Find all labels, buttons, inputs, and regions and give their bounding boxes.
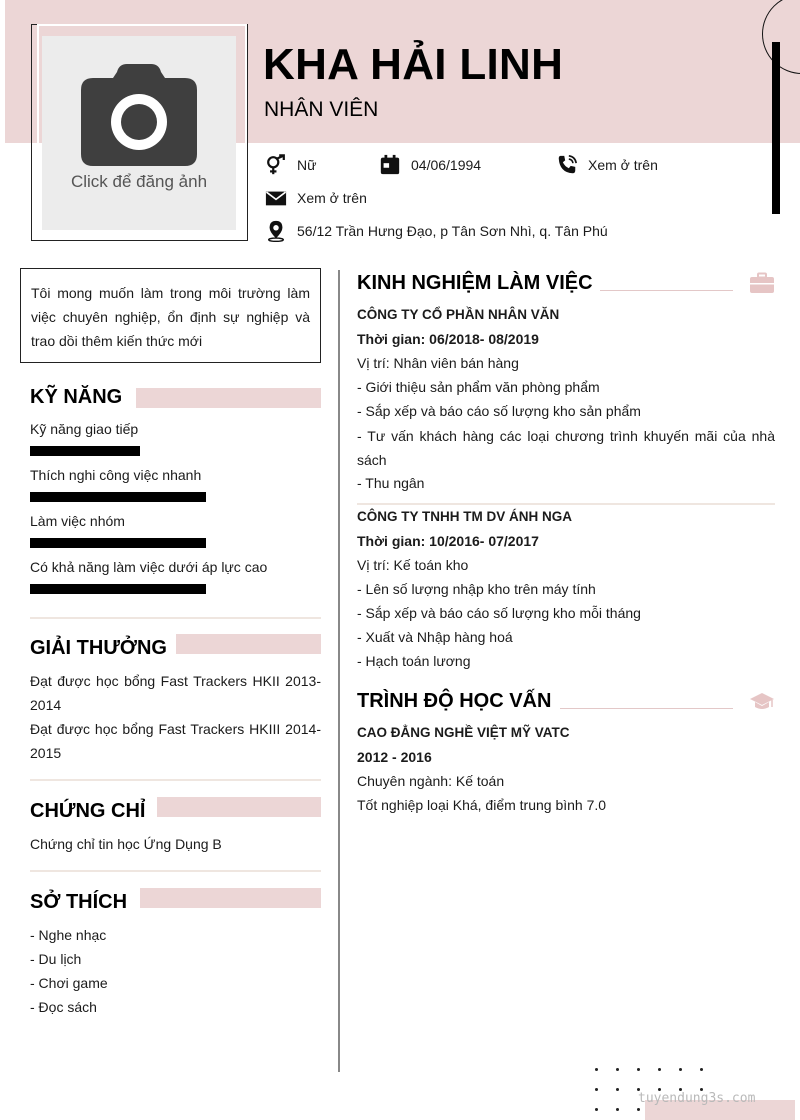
email-value: Xem ở trên: [297, 190, 367, 206]
birthdate-info: [379, 154, 481, 176]
skills-title: KỸ NĂNG: [30, 386, 123, 408]
certificate-item: Chứng chỉ tin học Ứng Dụng B: [30, 836, 222, 852]
skill-bar: [30, 492, 206, 502]
hobby-item: - Chơi game: [30, 975, 108, 991]
skill-bar: [30, 446, 206, 456]
job-task: - Thu ngân: [357, 475, 425, 491]
job-task: - Lên số lượng nhập kho trên máy tính: [357, 581, 596, 597]
calendar-icon: [379, 154, 401, 176]
photo-caption[interactable]: Click để đăng ảnh: [70, 172, 208, 191]
camera-icon[interactable]: [81, 64, 197, 166]
gender-icon: [265, 154, 287, 176]
job-company: CÔNG TY TNHH TM DV ÁNH NGA: [357, 509, 572, 524]
skill-bar-fill: [30, 584, 206, 594]
hobbies-title: SỞ THÍCH: [30, 891, 128, 913]
mail-icon: [265, 187, 287, 209]
map-pin-icon: [265, 220, 287, 242]
job-task: - Tư vấn khách hàng các loại chương trình khuyến mãi của nhà sách: [357, 428, 775, 468]
gender-info: [265, 154, 316, 176]
job-task: - Sắp xếp và báo cáo số lượng kho sản phẩm: [357, 403, 641, 419]
section-divider: [30, 617, 321, 619]
experience-title-line: [600, 290, 733, 291]
briefcase-icon: [749, 272, 775, 294]
skills-title-bar: [136, 388, 321, 408]
school-name: CAO ĐẲNG NGHỀ VIỆT MỸ VATC: [357, 725, 570, 740]
awards-title: GIẢI THƯỞNG: [30, 637, 167, 659]
phone-value: Xem ở trên: [588, 157, 658, 173]
address-value: 56/12 Trần Hưng Đạo, p Tân Sơn Nhì, q. Tân Phú: [297, 223, 608, 239]
school-major: Chuyên ngành: Kế toán: [357, 773, 505, 789]
award-item: Đạt được học bổng Fast Trackers HKIII 2014-2015: [30, 721, 321, 761]
email-info: [265, 187, 367, 209]
job-task: - Hạch toán lương: [357, 653, 471, 669]
skill-bar-fill: [30, 446, 140, 456]
education-title: TRÌNH ĐỘ HỌC VẤN: [357, 690, 552, 712]
job-period: Thời gian: 06/2018- 08/2019: [357, 331, 539, 347]
career-objective: Tôi mong muốn làm trong môi trường làm việc chuyên nghiệp, ổn định sự nghiệp và trao dồi thêm kiến thức mới: [20, 268, 321, 363]
hobbies-title-bar: [140, 888, 321, 908]
job-task: - Sắp xếp và báo cáo số lượng kho mỗi tháng: [357, 605, 641, 621]
skill-label: Kỹ năng giao tiếp: [30, 421, 139, 437]
award-item: Đạt được học bổng Fast Trackers HKII 2013-2014: [30, 673, 321, 713]
certificates-title-bar: [157, 797, 321, 817]
job-role: Vị trí: Nhân viên bán hàng: [357, 355, 519, 371]
hobby-item: - Du lịch: [30, 951, 82, 967]
phone-info: [556, 154, 658, 176]
skill-bar-fill: [30, 492, 206, 502]
certificates-title: CHỨNG CHỈ: [30, 800, 146, 822]
phone-icon: [556, 154, 578, 176]
address-info: [265, 220, 608, 242]
awards-title-bar: [176, 634, 321, 654]
job-separator: [357, 503, 775, 505]
skill-bar-fill: [30, 538, 206, 548]
school-result: Tốt nghiệp loại Khá, điểm trung bình 7.0: [357, 797, 607, 813]
skill-label: Thích nghi công việc nhanh: [30, 467, 202, 483]
section-divider: [30, 870, 321, 872]
corner-bar-decoration: [772, 42, 780, 214]
skill-bar: [30, 584, 206, 594]
skill-label: Làm việc nhóm: [30, 513, 125, 529]
education-title-line: [560, 708, 733, 709]
experience-title: KINH NGHIỆM LÀM VIỆC: [357, 272, 593, 294]
hobby-item: - Đọc sách: [30, 999, 97, 1015]
column-divider: [338, 270, 340, 1072]
school-years: 2012 - 2016: [357, 749, 432, 765]
skill-label: Có khả năng làm việc dưới áp lực cao: [30, 559, 268, 575]
full-name: KHA HẢI LINH: [263, 40, 564, 89]
watermark: tuyendung3s.com: [638, 1091, 756, 1106]
section-divider: [30, 779, 321, 781]
job-role: Vị trí: Kế toán kho: [357, 557, 469, 573]
skill-bar: [30, 538, 206, 548]
hobby-item: - Nghe nhạc: [30, 927, 107, 943]
birthdate-value: 04/06/1994: [411, 157, 482, 173]
job-period: Thời gian: 10/2016- 07/2017: [357, 533, 539, 549]
job-task: - Xuất và Nhập hàng hoá: [357, 629, 513, 645]
gender-value: Nữ: [297, 157, 317, 173]
job-task: - Giới thiệu sản phẩm văn phòng phẩm: [357, 379, 600, 395]
graduation-cap-icon: [749, 691, 775, 713]
job-company: CÔNG TY CỔ PHẦN NHÂN VĂN: [357, 307, 560, 322]
job-position: NHÂN VIÊN: [264, 98, 379, 121]
